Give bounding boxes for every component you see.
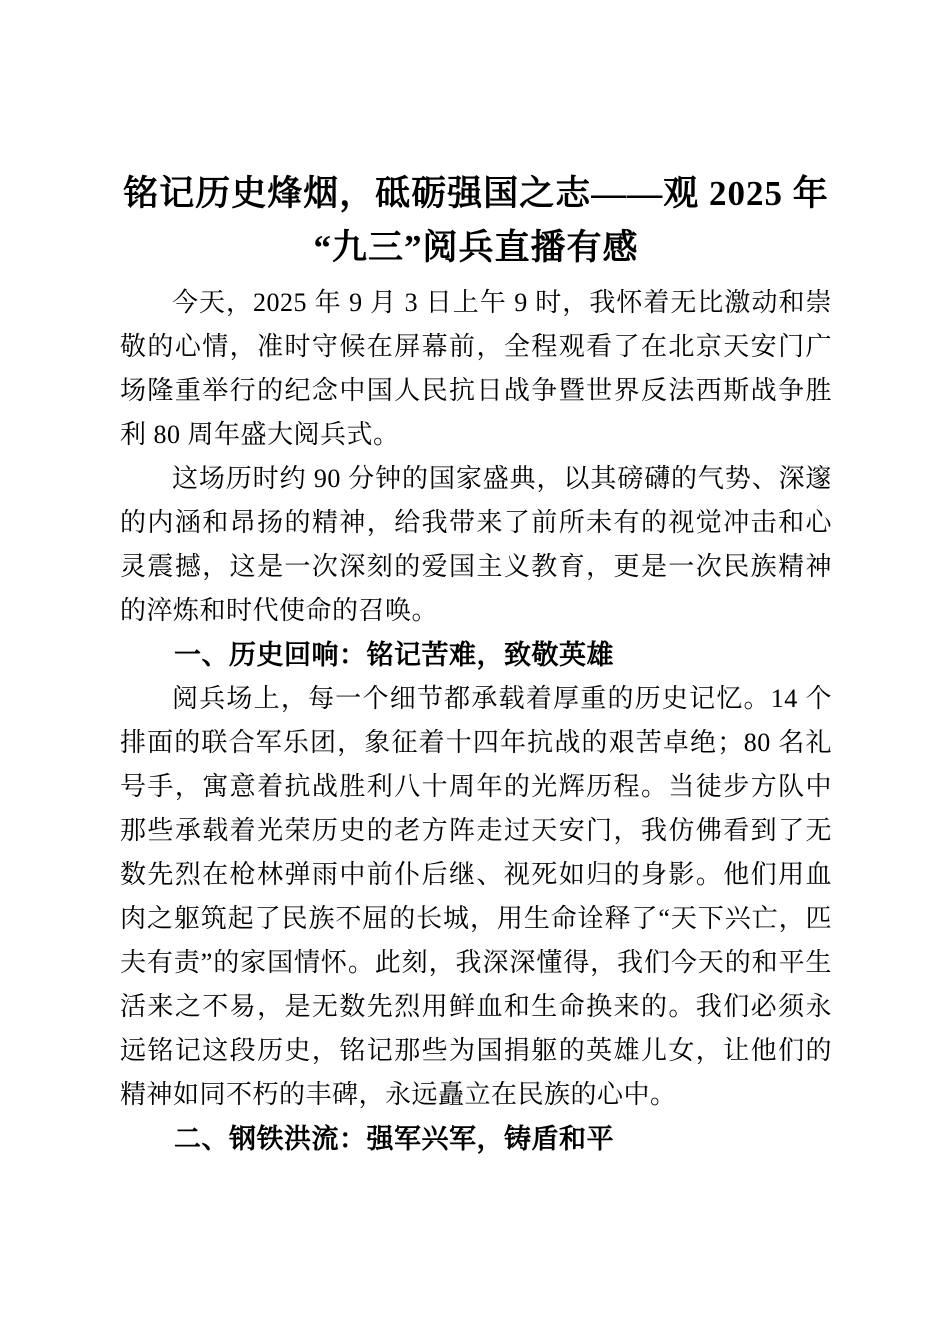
paragraph-overview: 这场历时约 90 分钟的国家盛典，以其磅礴的气势、深邃的内涵和昂扬的精神，给我带来了前所未有的视觉冲击和心灵震撼，这是一次深刻的爱国主义教育，更是一次民族精神的淬炼和时代使命的召唤。: [120, 464, 832, 625]
paragraph-history-section: 阅兵场上，每一个细节都承载着厚重的历史记忆。14 个排面的联合军乐团，象征着十四年抗战的艰苦卓绝；80 名礼号手，寓意着抗战胜利八十周年的光辉历程。当徒步方队中那些承载着光荣历史的老方阵走过天安门，我仿佛看到了无数先烈在枪林弹雨中前仆后继、视死如归的身影。他们用血肉之躯筑起了民族不屈的长城，用生命诠释了“天下兴亡，匹夫有责”的家国情怀。此刻，我深深懂得，我们今天的和平生活来之不易，是无数先烈用鲜血和生命换来的。我们必须永远铭记这段历史，铭记那些为国捐躯的英雄儿女，让他们的精神如同不朽的丰碑，永远矗立在民族的心中。: [120, 684, 832, 1109]
document-title: [120, 167, 832, 275]
document-title-line-1: 铭记历史烽烟，砥砺强国之志——观 2025 年: [123, 174, 829, 213]
section-heading-history: 一、历史回响：铭记苦难，致敬英雄: [174, 640, 614, 670]
paragraph-intro: 今天，2025 年 9 月 3 日上午 9 时，我怀着无比激动和崇敬的心情，准时守候在屏幕前，全程观看了在北京天安门广场隆重举行的纪念中国人民抗日战争暨世界反法西斯战争胜利 80 周年盛大阅兵式。: [120, 288, 832, 449]
section-heading-military: 二、钢铁洪流：强军兴军，铸盾和平: [174, 1124, 614, 1154]
document-title-line-2: “九三”阅兵直播有感: [313, 228, 639, 267]
